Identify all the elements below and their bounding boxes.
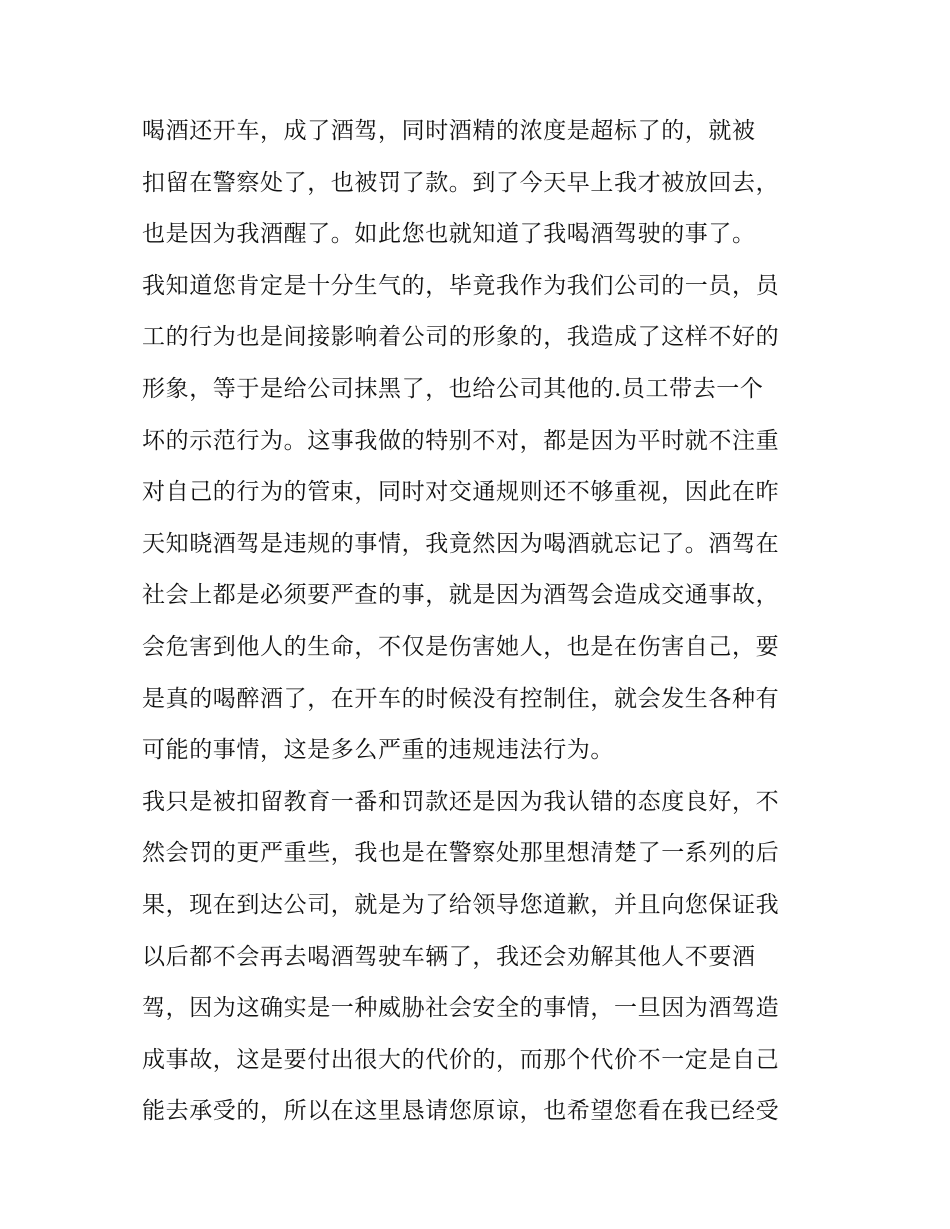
text-line: 扣留在警察处了，也被罚了款。到了今天早上我才被放回去， [142,169,780,196]
text-line: 天知晓酒驾是违规的事情，我竟然因为喝酒就忘记了。酒驾在 [142,530,780,557]
text-line: 以后都不会再去喝酒驾驶车辆了，我还会劝解其他人不要酒 [142,943,756,970]
text-line: 社会上都是必须要严查的事，就是因为酒驾会造成交通事故， [142,582,780,609]
text-line: 会危害到他人的生命，不仅是伤害她人，也是在伤害自己，要 [142,633,780,660]
text-line: 我知道您肯定是十分生气的，毕竟我作为我们公司的一员，员 [142,272,780,299]
text-line: 是真的喝醉酒了，在开车的时候没有控制住，就会发生各种有 [142,685,780,712]
text-line: 成事故，这是要付出很大的代价的，而那个代价不一定是自己 [142,1046,780,1073]
text-line: 果，现在到达公司，就是为了给领导您道歉，并且向您保证我 [142,891,780,918]
text-line: 形象，等于是给公司抹黑了，也给公司其他的.员工带去一个 [142,375,764,402]
text-line: 可能的事情，这是多么严重的违规违法行为。 [142,737,614,764]
document-body [142,106,822,1138]
text-line: 驾，因为这确实是一种威胁社会安全的事情，一旦因为酒驾造 [142,995,780,1022]
text-line: 对自己的行为的管束，同时对交通规则还不够重视，因此在昨 [142,479,780,506]
text-line: 然会罚的更严重些，我也是在警察处那里想清楚了一系列的后 [142,840,780,867]
text-line: 工的行为也是间接影响着公司的形象的，我造成了这样不好的 [142,324,780,351]
text-line: 喝酒还开车，成了酒驾，同时酒精的浓度是超标了的，就被 [142,118,756,144]
text-line: 也是因为我酒醒了。如此您也就知道了我喝酒驾驶的事了。 [142,221,756,248]
text-line: 坏的示范行为。这事我做的特别不对，都是因为平时就不注重 [142,427,780,454]
text-line: 我只是被扣留教育一番和罚款还是因为我认错的态度良好，不 [142,788,780,815]
text-line: 能去承受的，所以在这里恳请您原谅，也希望您看在我已经受 [142,1098,780,1125]
